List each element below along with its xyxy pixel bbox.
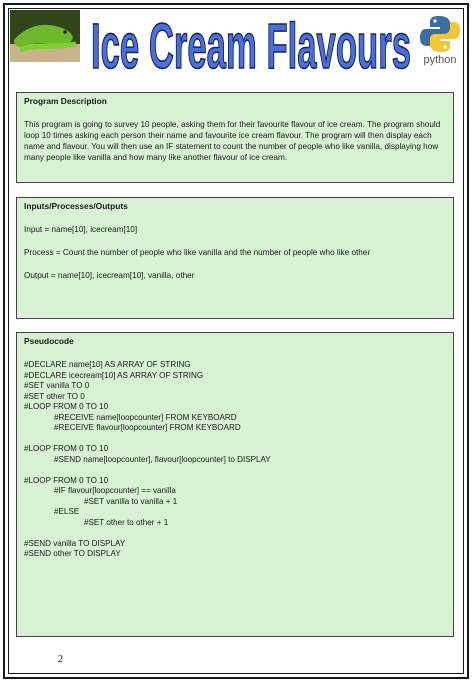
code-line: #SET other to other + 1 — [84, 517, 169, 527]
output-line: Output = name[10], icecream[10], vanilla, other — [24, 270, 195, 280]
program-description-heading: Program Description — [24, 96, 107, 106]
snake-picture-icon — [10, 10, 80, 62]
code-line: #ELSE — [54, 507, 80, 517]
code-line: #RECEIVE name[loopcounter] FROM KEYBOARD — [54, 412, 237, 422]
code-line: #SET vanilla TO 0 — [24, 381, 90, 391]
page-number: 2 — [58, 654, 63, 665]
title-banner — [86, 10, 416, 82]
program-description-box — [16, 92, 454, 183]
code-line-blank — [24, 465, 446, 476]
code-line: #SET other TO 0 — [24, 391, 85, 401]
snake-image — [10, 10, 80, 62]
page-title: Ice Cream Flavours — [91, 10, 411, 82]
python-logo-icon — [418, 14, 462, 54]
code-line: #IF flavour[loopcounter] == vanilla — [54, 486, 176, 496]
io-heading: Inputs/Processes/Outputs — [24, 201, 128, 211]
inputs-processes-outputs-box — [16, 197, 454, 319]
code-line: #SEND other TO DISPLAY — [24, 549, 121, 559]
program-description-text: This program is going to survey 10 people, asking them for their favourite flavour of ice cream. The program should loop 10 times asking each person their name and favourite ice cream flavour. The program will then display each name and flavour. You will then use an IF statement to count the number of people who like vanilla, displaying how many people like vanilla and how many like another flavour of ice cream. — [24, 120, 441, 162]
code-line: #SEND vanilla TO DISPLAY — [24, 538, 126, 548]
pseudocode-block — [24, 360, 446, 560]
code-line: #DECLARE icecream[10] AS ARRAY OF STRING — [24, 370, 204, 380]
python-logo-text: python — [423, 54, 457, 66]
process-line: Process = Count the number of people who like vanilla and the number of people who like other — [24, 247, 371, 257]
code-line: #RECEIVE flavour[loopcounter] FROM KEYBOARD — [54, 423, 241, 433]
input-line: Input = name[10], icecream[10] — [24, 225, 138, 235]
code-line: #LOOP FROM 0 TO 10 — [24, 475, 109, 485]
code-line: #DECLARE name[10] AS ARRAY OF STRING — [24, 360, 191, 370]
code-line: #SEND name[loopcounter], flavour[loopcounter] to DISPLAY — [54, 454, 271, 464]
code-line: #SET vanilla to vanilla + 1 — [84, 496, 178, 506]
header — [10, 10, 462, 82]
code-line-blank — [24, 434, 446, 445]
code-line-blank — [24, 528, 446, 539]
code-line: #LOOP FROM 0 TO 10 — [24, 444, 109, 454]
pseudocode-box — [16, 332, 454, 637]
pseudocode-heading: Pseudocode — [24, 336, 74, 346]
python-logo — [418, 14, 462, 76]
code-line: #LOOP FROM 0 TO 10 — [24, 402, 109, 412]
